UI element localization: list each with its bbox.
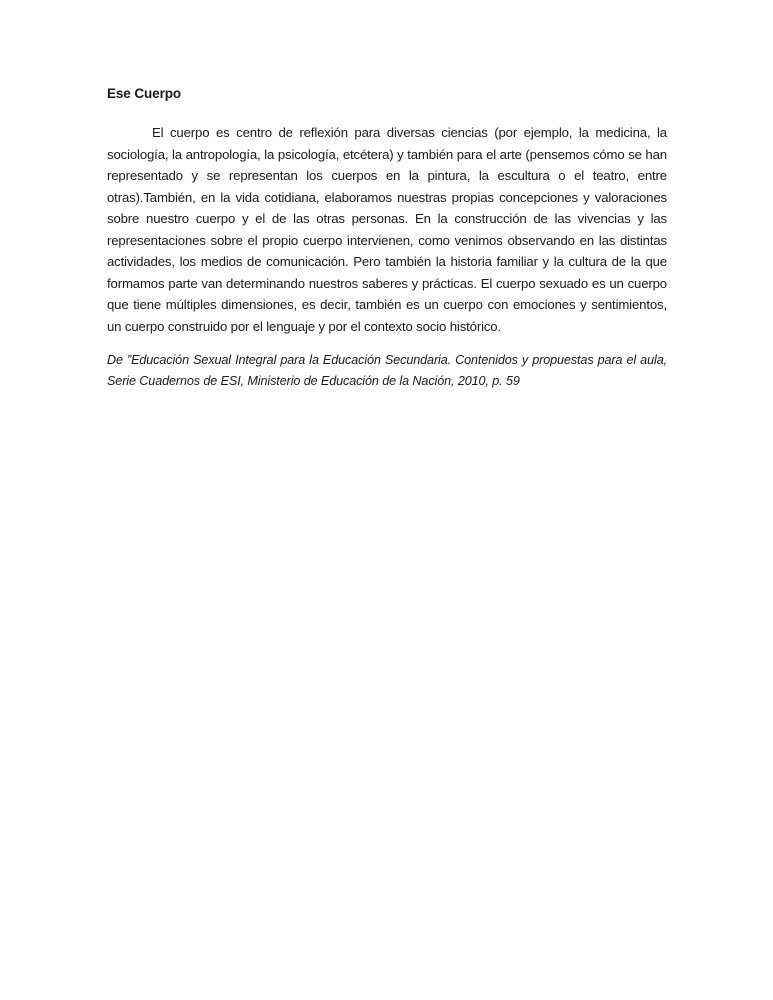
document-title: Ese Cuerpo — [107, 86, 182, 101]
body-paragraph: El cuerpo es centro de reflexión para diversas ciencias (por ejemplo, la medicina, la sociología, la antropología, la psicología, etcétera) y también para el arte (pensemos cómo se han representado y se representan los cuerpos en la pintura, la escultura o el teatro, entre otras).También, en la vida cotidiana, elaboramos nuestras propias concepciones y valoraciones sobre nuestro cuerpo y el de las otras personas. En la construcción de las vivencias y las representaciones sobre el propio cuerpo intervienen, como venimos observando en las distintas actividades, los medios de comunicación. Pero también la historia familiar y la cultura de la que formamos parte van determinando nuestros saberes y prácticas. El cuerpo sexuado es un cuerpo que tiene múltiples dimensiones, es decir, también es un cuerpo con emociones y sentimientos, un cuerpo construido por el lenguaje y por el contexto socio histórico. — [107, 125, 667, 334]
document-content — [107, 85, 667, 392]
source-citation: De ”Educación Sexual Integral para la Educación Secundaria. Contenidos y propuestas para el aula, Serie Cuadernos de ESI, Ministerio de Educación de la Nación, 2010, p. 59 — [107, 353, 667, 388]
